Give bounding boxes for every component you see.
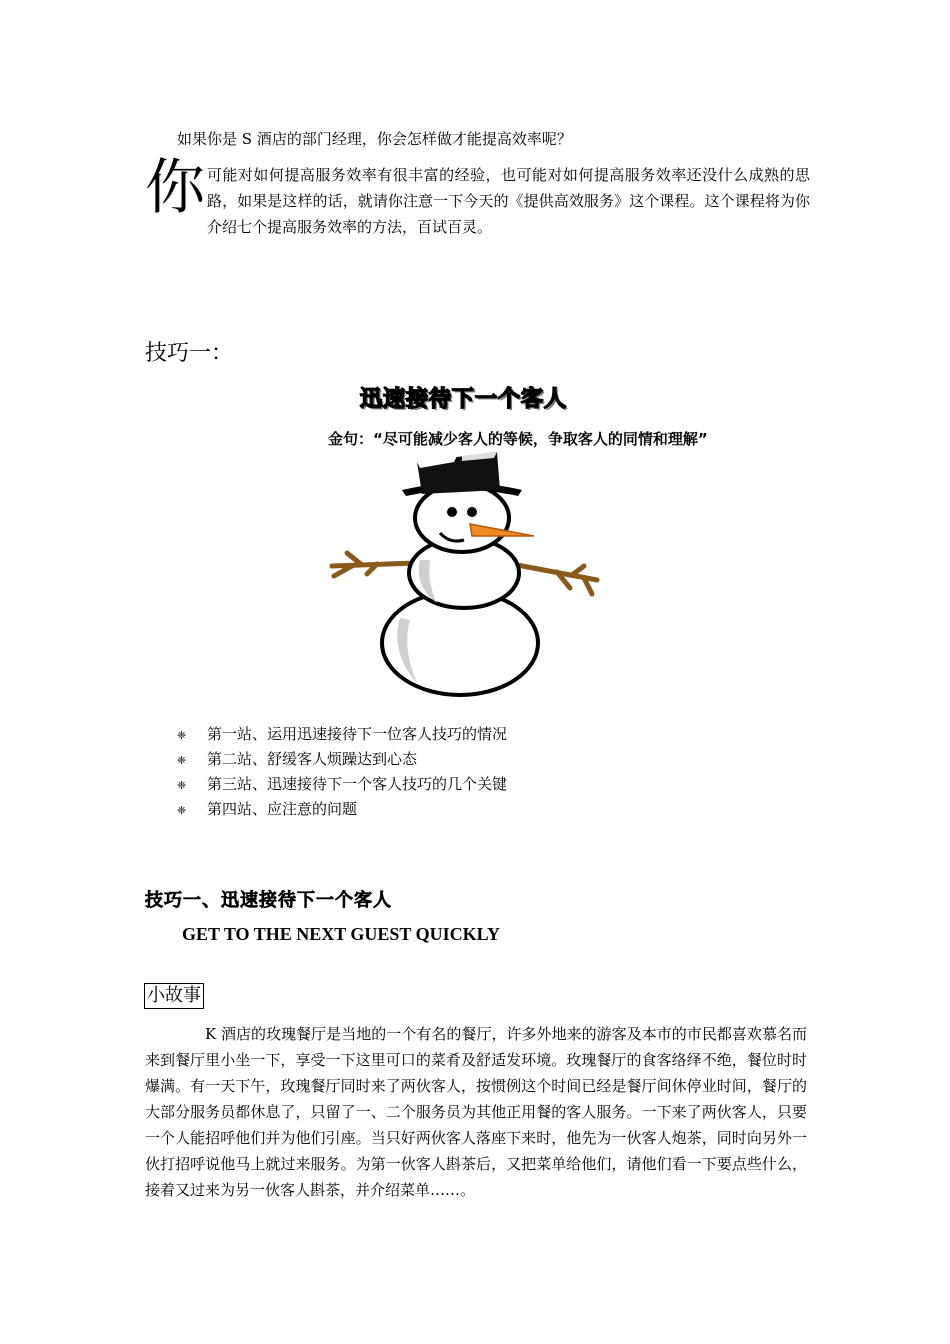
intro-question: 如果你是 S 酒店的部门经理，你会怎样做才能提高效率呢？ [177, 130, 572, 148]
story-paragraph: K 酒店的玫瑰餐厅是当地的一个有名的餐厅，许多外地来的游客及本市的市民都喜欢慕名而来到餐厅里小坐一下，享受一下这里可口的菜肴及舒适发环境。玫瑰餐厅的食客络绎不绝，餐位时时爆满。有一天下午，玫瑰餐厅同时来了两伙客人，按惯例这个时间已经是餐厅间休停业时间，餐厅的大部分服务员都休息了，只留了一、二个服务员为其他正用餐的客人服务。一下来了两伙客人，只要一个人能招呼他们并为他们引座。当只好两伙客人落座下来时，他先为一伙客人炮茶，同时向另外一伙打招呼说他马上就过来服务。为第一伙客人斟茶后，又把菜单给他们，请他们看一下要点些什么，接着又过来为另一伙客人斟茶，并介绍菜单……。 [145, 1025, 807, 1199]
snowman-illustration [322, 448, 612, 698]
intro-text: 可能对如何提高服务效率有很丰富的经验，也可能对如何提高服务效率还没什么成熟的思路，如果是这样的话，就请你注意一下今天的《提供高效服务》这个课程。这个课程将为你介绍七个提高服务效率的方法，百试百灵。 [207, 166, 810, 236]
section-title: 技巧一、迅速接待下一个客人 [145, 890, 392, 911]
banner-title: 迅速接待下一个客人 [360, 387, 568, 412]
intro-paragraph [145, 153, 810, 240]
bullet-icon: ❈ [177, 779, 187, 792]
tip-heading: 技巧一： [145, 341, 234, 366]
list-item: ❈ 第二站、舒缓客人烦躁达到心态 [177, 747, 507, 772]
drop-cap: 你 [145, 153, 205, 223]
section-title-en: GET TO THE NEXT GUEST QUICKLY [182, 924, 500, 944]
bullet-icon: ❈ [177, 729, 187, 742]
bullet-icon: ❈ [177, 754, 187, 767]
list-item: ❈ 第一站、运用迅速接待下一位客人技巧的情况 [177, 722, 507, 747]
motto-text: 金句：“尽可能减少客人的等候，争取客人的同情和理解” [328, 430, 708, 448]
story-label: 小故事 [144, 983, 204, 1009]
bullet-icon: ❈ [177, 804, 187, 817]
list-item: ❈ 第四站、应注意的问题 [177, 797, 507, 822]
list-item: ❈ 第三站、迅速接待下一个客人技巧的几个关键 [177, 772, 507, 797]
station-list [177, 722, 507, 822]
